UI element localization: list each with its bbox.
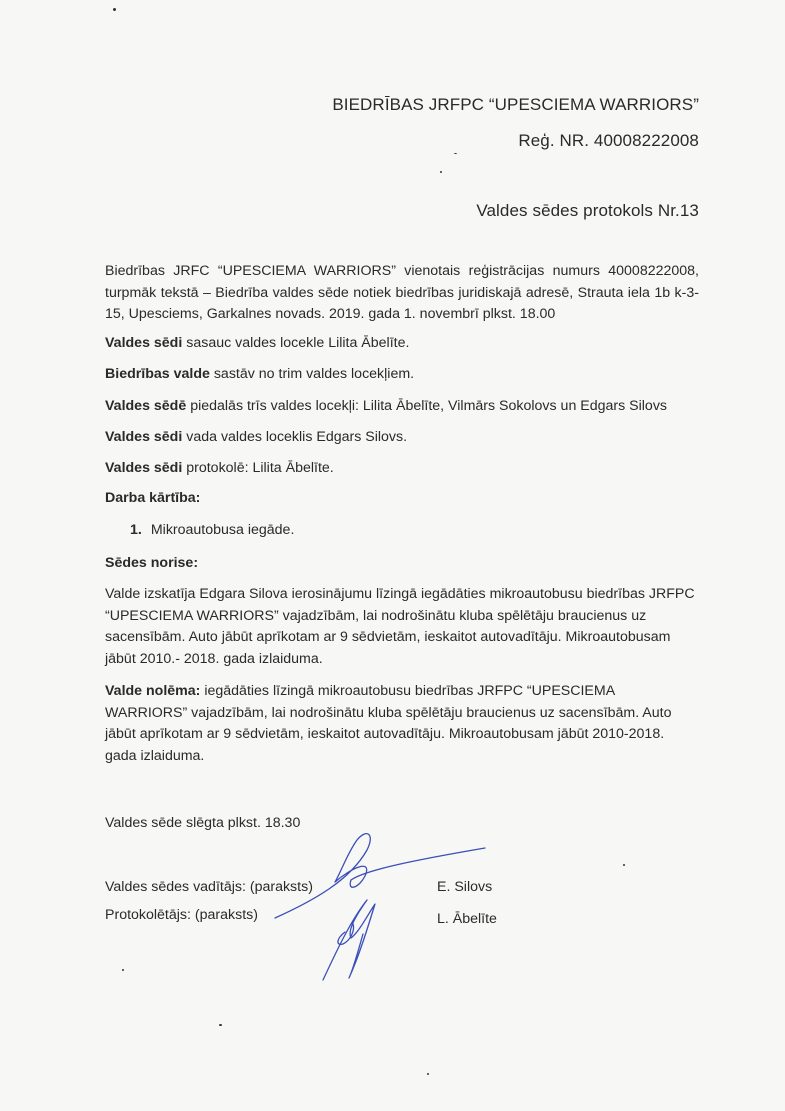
- decision-label: Valde nolēma:: [105, 683, 201, 699]
- convened-label: Valdes sēdi: [105, 335, 183, 351]
- scan-speck: [454, 153, 457, 154]
- attendance-text: piedalās trīs valdes locekļi: Lilita Ābelīte, Vilmārs Sokolovs un Edgars Silovs: [186, 398, 668, 414]
- decision-paragraph: [105, 681, 699, 767]
- intro-text: Biedrības JRFC “UPESCIEMA WARRIORS” vienotais reģistrācijas numurs 40008222008, turpmāk tekstā – Biedrība valdes sēde notiek biedrības juridiskajā adresē, Strauta iela 1b k-3-15, Upesciems, Garkalnes novads. 2019. gada 1. novembrī plkst. 18.00: [105, 263, 699, 322]
- signature-stroke-upper: [275, 834, 485, 918]
- secretary-signature-role: Protokolētājs: (paraksts): [105, 907, 258, 923]
- scan-speck: [427, 1073, 429, 1075]
- scan-speck: [623, 864, 625, 866]
- convened-text: sasauc valdes locekle Lilita Ābelīte.: [182, 335, 410, 351]
- minutes-text: protokolē: Lilita Ābelīte.: [182, 460, 334, 476]
- board-text: sastāv no trim valdes locekļiem.: [209, 366, 415, 382]
- chair-signature-role: Valdes sēdes vadītājs: (paraksts): [105, 879, 313, 895]
- convened-line: [105, 335, 409, 351]
- intro-paragraph: [105, 261, 699, 326]
- handwritten-signature: [255, 820, 495, 1000]
- agenda-item: [130, 522, 294, 538]
- chair-label: Valdes sēdi: [105, 429, 183, 445]
- scan-speck: [219, 1024, 222, 1026]
- minutes-label: Valdes sēdi: [105, 460, 183, 476]
- secretary-signature-name: L. Ābelīte: [437, 911, 497, 927]
- chair-line: [105, 429, 407, 445]
- scan-speck: [113, 8, 116, 11]
- agenda-heading: Darba kārtība:: [105, 490, 201, 506]
- proceedings-text: Valde izskatīja Edgara Silova ierosinājumu līzingā iegādāties mikroautobusu biedrības JRFPC “UPESCIEMA WARRIORS” vajadzībām, lai nodrošinātu kluba spēlētāju braucienus uz sacensībām. Auto jābūt aprīkotam ar 9 sēdvietām, ieskaitot autovadītāju. Mikroautobusam jābūt 2010.- 2018. gada izlaiduma.: [105, 586, 695, 667]
- board-line: [105, 366, 414, 382]
- scan-speck: [122, 969, 124, 971]
- scan-speck: [440, 171, 442, 173]
- attendance-label: Valdes sēdē: [105, 398, 187, 414]
- decision-text: iegādāties līzingā mikroautobusu biedrības JRFPC “UPESCIEMA WARRIORS” vajadzībām, lai nodrošinātu kluba spēlētāju braucienus uz sacensībām. Auto jābūt aprīkotam ar 9 sēdvietām, ieskaitot autovadītāju. Mikroautobusam jābūt 2010-2018. gada izlaiduma.: [105, 683, 672, 764]
- agenda-item-text: Mikroautobusa iegāde.: [150, 522, 295, 538]
- chair-signature-name: E. Silovs: [437, 879, 493, 895]
- board-label: Biedrības valde: [105, 366, 210, 382]
- minutes-line: [105, 460, 334, 476]
- proceedings-heading: Sēdes norise:: [105, 555, 199, 571]
- attendance-line: [105, 398, 667, 414]
- document-title: Valdes sēdes protokols Nr.13: [476, 201, 699, 220]
- closing-line: Valdes sēde slēgta plkst. 18.30: [105, 815, 301, 831]
- proceedings-paragraph: [105, 584, 699, 670]
- chair-text: vada valdes loceklis Edgars Silovs.: [182, 429, 408, 445]
- agenda-item-number: 1.: [130, 522, 142, 538]
- organization-name: BIEDRĪBAS JRFPC “UPESCIEMA WARRIORS”: [332, 95, 699, 114]
- registration-number: Reģ. NR. 40008222008: [518, 131, 699, 150]
